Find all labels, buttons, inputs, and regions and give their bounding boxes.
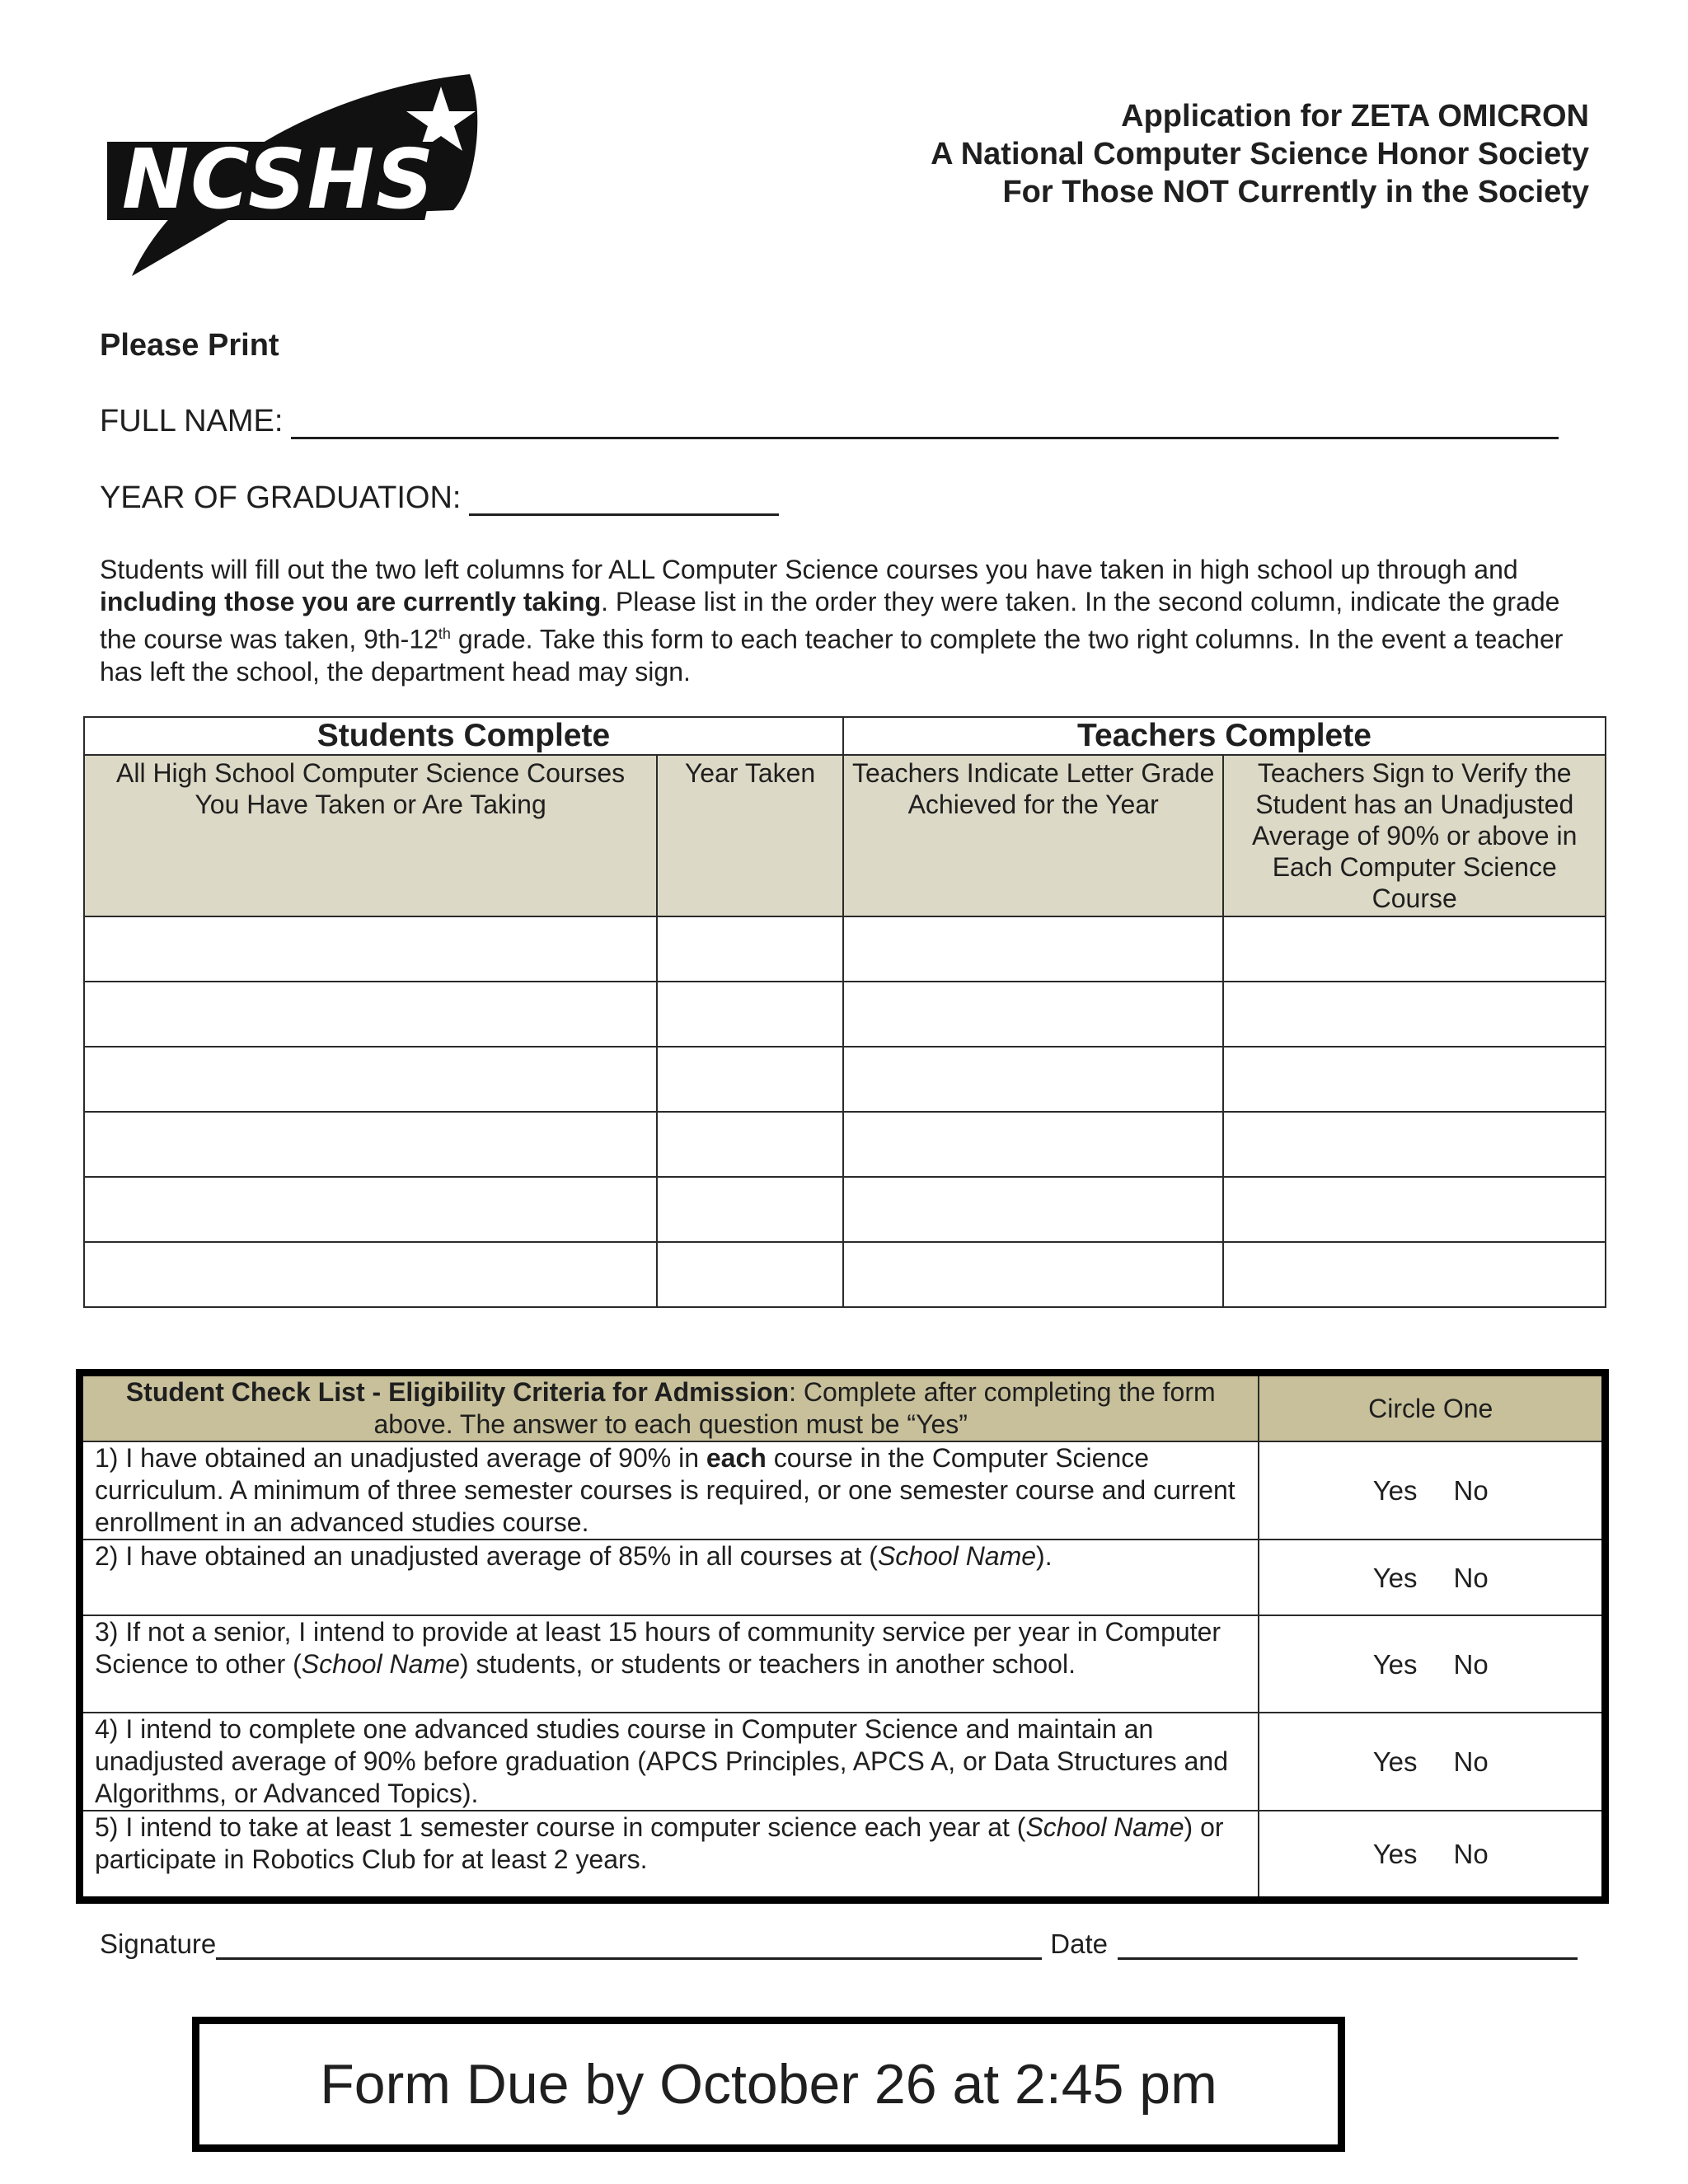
signature-cell[interactable]: [1223, 982, 1606, 1047]
q3-text-a: 3) If not a senior, I intend to provide at least 15 hours of community service per year in Computer Science to other (: [95, 1617, 1221, 1679]
course-table: [83, 716, 1606, 1308]
q5-text-c: ) or participate in Robotics Club for at least 2 years.: [95, 1812, 1224, 1874]
grade-cell[interactable]: [843, 916, 1224, 982]
answer-3: [1259, 1615, 1605, 1713]
grade-cell[interactable]: [843, 1177, 1224, 1242]
graduation-year-line[interactable]: [469, 485, 779, 516]
signature-line[interactable]: [216, 1933, 1042, 1960]
grade-cell[interactable]: [843, 982, 1224, 1047]
year-cell[interactable]: [657, 982, 843, 1047]
q3-school-name: School Name: [301, 1649, 460, 1679]
no-option[interactable]: No: [1453, 1648, 1489, 1680]
signature-date-row: [100, 1929, 1578, 1960]
q1-text-c: course in the Computer Science curriculum. A minimum of three semester courses is required, or one semester course and current enrollment in an advanced studies course.: [95, 1443, 1236, 1537]
checklist-header-bold: Student Check List - Eligibility Criteria for Admission: [125, 1377, 790, 1407]
signature-cell[interactable]: [1223, 1242, 1606, 1307]
instructions-part-1: Students will fill out the two left columns for ALL Computer Science courses you have taken in high school up through and: [100, 555, 1518, 584]
question-1: [80, 1441, 1259, 1540]
question-5: [80, 1811, 1259, 1900]
header-line-1: Application for ZETA OMICRON: [1121, 99, 1589, 134]
col-year-taken: Year Taken: [657, 755, 843, 916]
year-cell[interactable]: [657, 1047, 843, 1112]
full-name-label: FULL NAME:: [100, 404, 284, 438]
course-cell[interactable]: [84, 1242, 657, 1307]
checklist-row-4: [80, 1713, 1606, 1811]
question-4: 4) I intend to complete one advanced studies course in Computer Science and maintain an unadjusted average of 90% before graduation (APCS Principles, APCS A, or Data Structures and Algorithms, or Advanced Topics).: [80, 1713, 1259, 1811]
q2-school-name: School Name: [877, 1541, 1037, 1571]
yes-option[interactable]: Yes: [1372, 1648, 1418, 1680]
table-row: [84, 916, 1606, 982]
course-cell[interactable]: [84, 1112, 657, 1177]
teachers-complete-header: Teachers Complete: [843, 717, 1606, 755]
application-header: [682, 97, 1589, 211]
table-row: [84, 1112, 1606, 1177]
checklist-header-rest: : Complete after completing the form above. The answer to each question must be “Yes”: [373, 1377, 1216, 1439]
checklist-row-3: [80, 1615, 1606, 1713]
checklist-row-5: [80, 1811, 1606, 1900]
yes-option[interactable]: Yes: [1372, 1562, 1418, 1593]
due-date-banner: Form Due by October 26 at 2:45 pm: [192, 2017, 1345, 2152]
yes-option[interactable]: Yes: [1372, 1838, 1418, 1869]
answer-1: [1259, 1441, 1605, 1540]
checklist-header: [80, 1373, 1259, 1442]
no-option[interactable]: No: [1453, 1746, 1489, 1777]
col-letter-grade: Teachers Indicate Letter Grade Achieved for the Year: [843, 755, 1224, 916]
header-line-2: A National Computer Science Honor Society: [931, 137, 1589, 171]
course-cell[interactable]: [84, 982, 657, 1047]
q3-text-c: ) students, or students or teachers in another school.: [459, 1649, 1076, 1679]
col-teacher-signature: Teachers Sign to Verify the Student has an Unadjusted Average of 90% or above in Each Computer Science Course: [1223, 755, 1606, 916]
signature-cell[interactable]: [1223, 1177, 1606, 1242]
grade-cell[interactable]: [843, 1047, 1224, 1112]
header-line-3: For Those NOT Currently in the Society: [1002, 175, 1589, 209]
no-option[interactable]: No: [1453, 1475, 1489, 1506]
yes-option[interactable]: Yes: [1372, 1746, 1418, 1777]
q2-text-c: ).: [1036, 1541, 1053, 1571]
signature-cell[interactable]: [1223, 1112, 1606, 1177]
grade-cell[interactable]: [843, 1112, 1224, 1177]
year-cell[interactable]: [657, 1177, 843, 1242]
circle-one-header: Circle One: [1259, 1373, 1605, 1442]
year-cell[interactable]: [657, 1242, 843, 1307]
table-row: [84, 1177, 1606, 1242]
grade-cell[interactable]: [843, 1242, 1224, 1307]
no-option[interactable]: No: [1453, 1838, 1489, 1869]
please-print-label: Please Print: [100, 328, 279, 363]
q2-text-a: 2) I have obtained an unadjusted average of 85% in all courses at (: [95, 1541, 878, 1571]
logo-text: NCSHS: [122, 131, 435, 227]
date-line[interactable]: [1118, 1933, 1578, 1960]
instructions-part-2: . Please list in the order they were taken. In the second column, indicate the grade the course was taken, 9th-12: [100, 587, 1560, 654]
course-cell[interactable]: [84, 916, 657, 982]
graduation-year-field[interactable]: [100, 480, 779, 516]
signature-label: Signature: [100, 1929, 217, 1959]
full-name-line[interactable]: [291, 409, 1559, 439]
yes-option[interactable]: Yes: [1372, 1475, 1418, 1506]
question-2: [80, 1540, 1259, 1615]
students-complete-header: Students Complete: [84, 717, 843, 755]
q1-bold: each: [706, 1443, 767, 1473]
graduation-year-label: YEAR OF GRADUATION:: [100, 480, 462, 515]
answer-5: [1259, 1811, 1605, 1900]
instructions-sup: th: [438, 626, 451, 642]
year-cell[interactable]: [657, 916, 843, 982]
q5-school-name: School Name: [1025, 1812, 1184, 1842]
full-name-field[interactable]: [100, 404, 1559, 439]
answer-4: [1259, 1713, 1605, 1811]
year-cell[interactable]: [657, 1112, 843, 1177]
signature-cell[interactable]: [1223, 1047, 1606, 1112]
no-option[interactable]: No: [1453, 1562, 1489, 1593]
q1-text-a: 1) I have obtained an unadjusted average of 90% in: [95, 1443, 706, 1473]
course-cell[interactable]: [84, 1047, 657, 1112]
course-cell[interactable]: [84, 1177, 657, 1242]
instructions-paragraph: [100, 554, 1600, 688]
col-courses: All High School Computer Science Courses You Have Taken or Are Taking: [84, 755, 657, 916]
table-row: [84, 982, 1606, 1047]
instructions-part-3: grade. Take this form to each teacher to complete the two right columns. In the event a teacher has left the school, the department head may sign.: [100, 624, 1564, 687]
question-3: [80, 1615, 1259, 1713]
eligibility-checklist: [76, 1369, 1609, 1904]
table-row: [84, 1242, 1606, 1307]
table-row: [84, 1047, 1606, 1112]
answer-2: [1259, 1540, 1605, 1615]
checklist-row-1: [80, 1441, 1606, 1540]
q5-text-a: 5) I intend to take at least 1 semester course in computer science each year at (: [95, 1812, 1026, 1842]
date-label: Date: [1050, 1929, 1108, 1959]
ncshs-logo: [107, 66, 486, 288]
signature-cell[interactable]: [1223, 916, 1606, 982]
instructions-bold: including those you are currently taking: [100, 587, 602, 616]
checklist-row-2: [80, 1540, 1606, 1615]
